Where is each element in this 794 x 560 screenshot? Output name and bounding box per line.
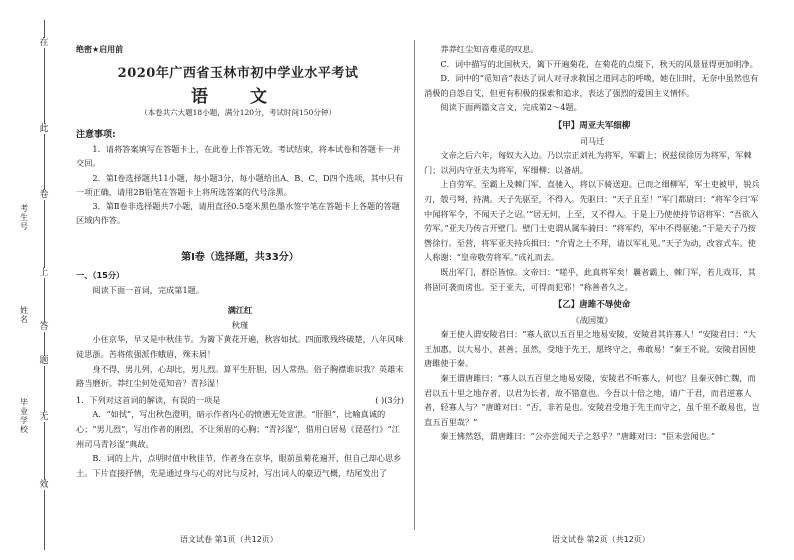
passage-paragraph: 既出军门，群臣皆惊。文帝曰：“嗟乎，此真将军矣！曩者霸上、棘门军，若儿戏耳，其将固可袭而虏也。至于亚夫，可得而犯邪！”称善者久之。 (424, 266, 756, 292)
binding-hint-char: 卷 (34, 190, 54, 200)
page-divider (414, 40, 415, 530)
option-item: B．词的上片，点明时值中秋佳节，作者身在京华，眼前虽菊花遍开，但自己却心思乡土。下片直接抒情，先是通过身与心的对比与反衬，写出词人的豪迈气概，结尾发出了 (76, 453, 402, 478)
page-footer: 语文试卷 第1页（共12页） (180, 535, 278, 544)
binding-hint-char: 题 (34, 356, 54, 366)
binding-line (44, 20, 45, 550)
confidential-tag: 绝密★启用前 (76, 45, 124, 54)
subject-title: 语 文 (191, 87, 285, 107)
name-field[interactable] (8, 306, 38, 324)
note-item: 1．请将答案填写在答题卡上，在此卷上作答无效。考试结束，将本试卷和答题卡一并交回。 (76, 144, 401, 169)
question-intro: 阅读下面一首词，完成第1题。 (92, 284, 205, 295)
poem-title: 满江红 (227, 305, 253, 316)
continued-text: 莽莽红尘知音难觅的叹息。 (440, 44, 539, 54)
school-label: 毕业学校 (20, 398, 28, 434)
part-heading: 第Ⅰ卷（选择题，共33分） (181, 252, 299, 263)
option-item: A．“如拭”，写出秋色澄明，暗示作者内心的愤懑无处宣泄。“肝胆”，比喻真诚的心；“男儿烈”，写出作者的刚烈，不让须眉的心胸；“青衫湿”，借用白居易《琵琶行》“江州司马青衫湿”典故。 (76, 409, 400, 449)
passage-paragraph: 秦王使人谓安陵君曰：“寡人欲以五百里之地易安陵，安陵君其许寡人！”安陵君曰：“大王加惠，以大易小，甚善；虽然，受地于先王，愿终守之，弗敢易！”秦王不说。安陵君因使唐雎使于秦。 (424, 329, 756, 369)
passage-paragraph: 上自劳军。至霸上及棘门军，直驰入，将以下骑送迎。已而之细柳军，军士吏被甲，锐兵刃，彀弓弩，持满。天子先驱至，不得入。先驱曰：“天子且至！”军门都尉曰：“将军令曰‘军中闻将军令，不闻天子之诏。’”居无何，上至，又不得入。于是上乃使使持节诏将军：“吾欲入劳军。”亚夫乃传言开壁门。壁门士吏谓从属车骑曰：“将军约，军中不得驱驰。”于是天子乃按辔徐行。至营，将军亚夫持兵揖曰：“介胄之士不拜，请以军礼见。”天子为动，改容式车。使人称谢：“皇帝敬劳将军。”成礼而去。 (424, 179, 760, 263)
school-field[interactable] (8, 398, 38, 434)
right-column (424, 42, 760, 444)
examinee-number-label: 考生号 (20, 204, 28, 231)
binding-hint-char: 在 (34, 38, 54, 48)
passage-b-source: 《战国策》 (571, 314, 613, 325)
option-item: C．词中描写的北国秋天，篱下开遍菊花，在菊花的点缀下，秋天的风景显得更加明净。 (440, 58, 758, 69)
examinee-number-field[interactable] (8, 204, 38, 231)
binding-hint-char: 答 (34, 322, 54, 332)
binding-hint-char: 上 (34, 268, 54, 278)
binding-hint-char: 此 (34, 124, 54, 134)
name-label: 姓名 (20, 306, 28, 324)
note-item: 2．第Ⅰ卷选择题共11小题，每小题3分，每小题给出A、B、C、D四个选项，其中只有一项正确，请用2B铅笔在答题卡上将所选答案的代号涂黑。 (76, 172, 404, 197)
poem-stanza: 身不得，男儿列，心却比，男儿烈。算平生肝胆，因人常热。俗子胸襟谁识我？英雄末路当磨折。莽红尘何处觅知音？青衫湿！ (76, 363, 404, 389)
exam-meta: （本卷共六大题18小题，满分120分，考试时间150分钟） (140, 108, 336, 117)
page-footer: 语文试卷 第2页（共12页） (552, 535, 650, 544)
passage-b-title: 【乙】唐雎不辱使命 (553, 300, 631, 311)
passage-a-title-row (424, 118, 760, 134)
question-stem (76, 393, 404, 408)
binding-hint-char: 无 (34, 412, 54, 422)
answer-blank[interactable]: ( )(3分) (375, 394, 404, 405)
reading-intro: 阅读下面两篇文言文，完成第2～4题。 (440, 102, 582, 113)
note-item: 3．第Ⅱ卷非选择题共7小题，请用直径0.5毫米黑色墨水签字笔在答题卡上各题的答题区域内作答。 (76, 201, 400, 226)
passage-a-author: 司马迁 (579, 135, 605, 146)
question-heading: 一、（15分） (76, 270, 125, 280)
notes-heading: 注意事项: (76, 130, 116, 140)
binding-hint-char: 效 (34, 480, 54, 490)
part-heading-block (76, 248, 404, 263)
binding-margin (0, 0, 62, 560)
option-item: D．词中的“觅知音”表达了词人对寻求救国之道同志的呼唤，她在旧时，无奈中虽然也有消极的自怨自艾，但更有积极的探索和追求，表达了强烈的爱国主义情怀。 (424, 73, 759, 98)
exam-title: 2020年广西省玉林市初中学业水平考试 (117, 66, 359, 81)
passage-paragraph: 秦王谓唐雎曰：“寡人以五百里之地易安陵，安陵君不听寡人，何也？且秦灭韩亡魏，而君以五十里之地存者，以君为长者，故不错意也。今吾以十倍之地，请广于君，而君逆寡人者，轻寡人与？”唐雎对曰：“否，非若是也。安陵君受地于先王而守之，虽千里不敢易也，岂直五百里哉？” (424, 373, 760, 427)
passage-a-title: 【甲】周亚夫军细柳 (553, 120, 631, 131)
poem-author: 秋瑾 (231, 319, 249, 330)
notes-section (76, 128, 404, 227)
question-one-section (76, 268, 404, 480)
poem-stanza: 小住京华，早又是中秋佳节。为篱下黄花开遍，秋容如拭。四面歌残终破楚，八年风味徒思浙。苦将侬强派作蛾眉，殊未屑！ (76, 334, 404, 359)
question-stem-text: 1．下列对这首词的解读，有误的一项是 (76, 394, 221, 405)
passage-b-title-row (424, 297, 760, 313)
passage-paragraph: 文帝之后六年，匈奴大入边。乃以宗正刘礼为将军，军霸上；祝兹侯徐厉为将军，军棘门；以河内守亚夫为将军，军细柳：以备胡。 (424, 150, 752, 175)
passage-paragraph: 秦王怫然怒，谓唐雎曰：“公亦尝闻天子之怒乎？”唐雎对曰：“臣未尝闻也。” (440, 431, 716, 442)
